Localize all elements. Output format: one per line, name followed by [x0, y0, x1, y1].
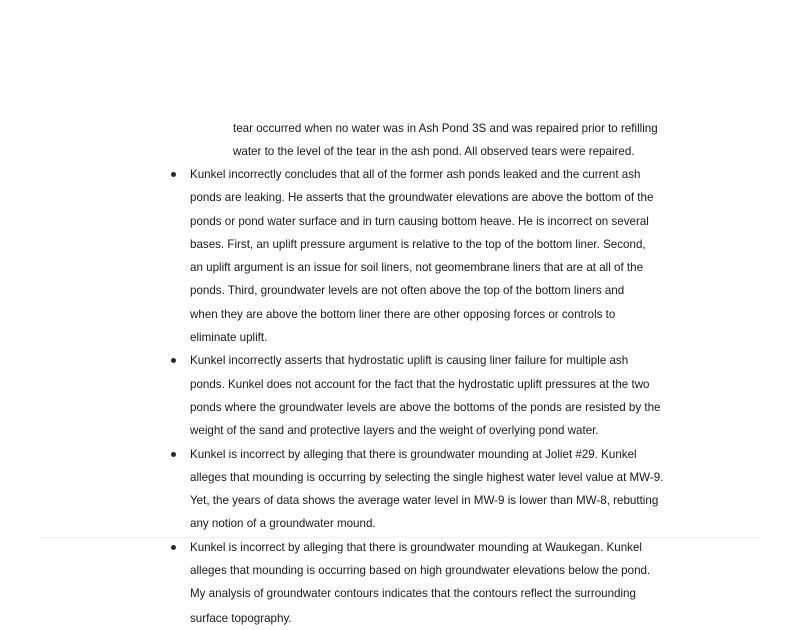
text-line: water to the level of the tear in the ash pond. All observed tears were repaired.: [233, 145, 635, 159]
text-line: ponds where the groundwater levels are above the bottoms of the ponds are resisted by the: [190, 400, 661, 414]
bullet-marker: [171, 545, 176, 550]
text-line: My analysis of groundwater contours indicates that the contours reflect the surrounding: [190, 587, 636, 601]
text-line: Kunkel incorrectly concludes that all of the former ash ponds leaked and the current ash: [190, 168, 641, 181]
text-line: ponds. Third, groundwater levels are not often above the top of the bottom liners and: [190, 284, 625, 298]
text-line: Yet, the years of data shows the average water level in MW-9 is lower than MW-8, rebutting: [190, 494, 659, 508]
cut-off-text-line: [190, 607, 292, 625]
bullet-list: [0, 163, 800, 606]
bullet-marker: [171, 452, 176, 457]
text-line: alleges that mounding is occurring by selecting the single highest water level value at MW-9.: [190, 470, 664, 484]
text-line: Kunkel incorrectly asserts that hydrostatic uplift is causing liner failure for multiple ash: [190, 354, 629, 368]
text-line: alleges that mounding is occurring based on high groundwater elevations below the pond.: [190, 564, 651, 578]
text-line: any notion of a groundwater mound.: [190, 517, 376, 531]
text-line: Kunkel is incorrect by alleging that there is groundwater mounding at Joliet #29. Kunkel: [190, 447, 637, 461]
bullet-item-uplift-conclusion: [0, 163, 670, 349]
bullet-marker: [171, 358, 176, 363]
text-line: ponds. Kunkel does not account for the fact that the hydrostatic uplift pressures at the two: [190, 377, 650, 391]
text-line: bases. First, an uplift pressure argument is relative to the top of the bottom liner. Second,: [190, 237, 646, 251]
text-line: eliminate uplift.: [190, 331, 268, 345]
continuation-paragraph: [233, 117, 683, 164]
text-line: tear occurred when no water was in Ash Pond 3S and was repaired prior to refilling: [233, 122, 658, 135]
text-line: when they are above the bottom liner there are other opposing forces or controls to: [190, 307, 616, 321]
text-line: weight of the sand and protective layers and the weight of overlying pond water.: [190, 424, 599, 438]
text-line: an uplift argument is an issue for soil liners, not geomembrane liners that are at all of the: [190, 261, 644, 275]
bullet-item-joliet-mounding: [0, 443, 670, 536]
bullet-item-hydrostatic-uplift: [0, 349, 670, 442]
bullet-marker: [171, 172, 176, 177]
text-line: ponds are leaking. He asserts that the groundwater elevations are above the bottom of the: [190, 191, 654, 205]
text-line: ponds or pond water surface and in turn causing bottom heave. He is incorrect on several: [190, 214, 649, 228]
text-line: surface topography.: [190, 612, 292, 625]
text-line: Kunkel is incorrect by alleging that there is groundwater mounding at Waukegan. Kunkel: [190, 540, 642, 554]
bullet-item-waukegan-mounding: [0, 536, 670, 606]
